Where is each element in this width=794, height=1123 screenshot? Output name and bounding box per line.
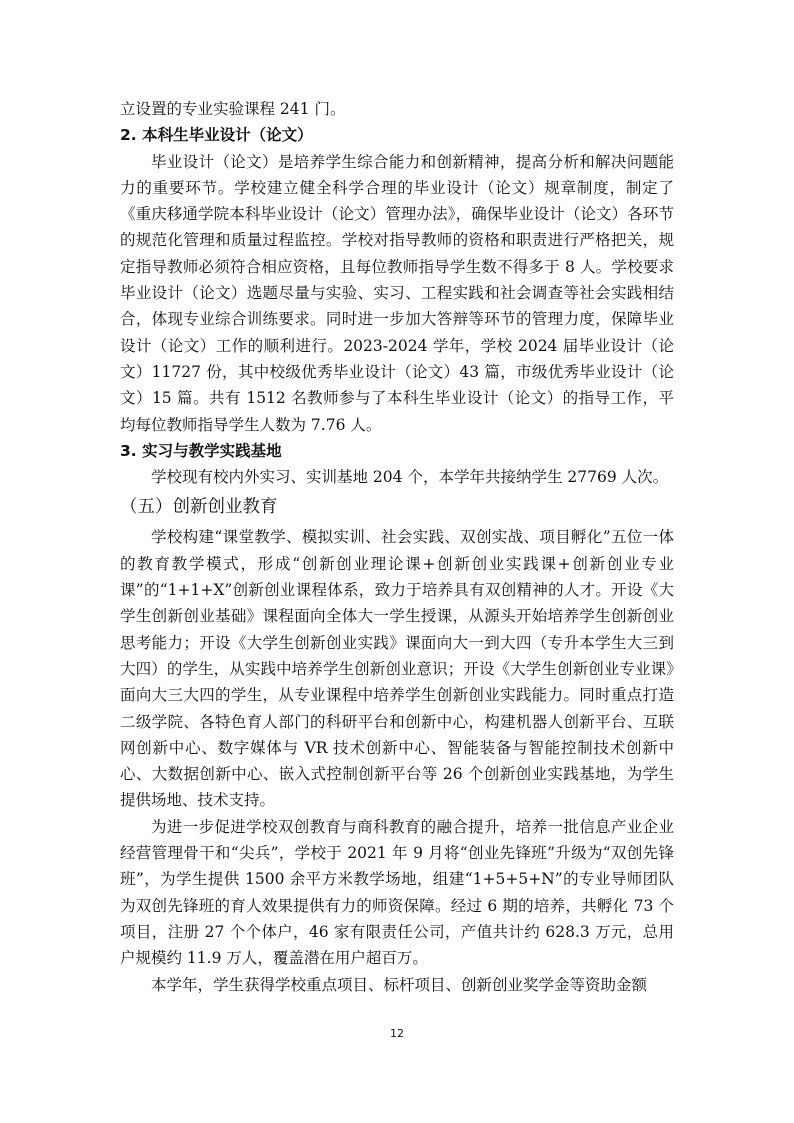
innovation-paragraph-1: 学校构建“课堂教学、模拟实训、社会实践、双创实战、项目孵化”五位一体的教育教学模式，形成“创新创业理论课+创新创业实践课+创新创业专业课”的“1+1+X”创新创业课程体系，致力于培养具有双创精神的人才。开设《大学生创新创业基础》课程面向全体大一学生授课，从源头开始培养学生创新创业思考能力；开设《大学生创新创业实践》课面向大一到大四（专升本学生大三到大四）的学生，从实践中培养学生创新创业意识；开设《大学生创新创业专业课》面向大三大四的学生，从专业课程中培养学生创新创业实践能力。同时重点打造二级学院、各特色育人部门的科研平台和创新中心，构建机器人创新平台、互联网创新中心、数字媒体与 VR 技术创新中心、智能装备与智能控制技术创新中心、大数据创新中心、嵌入式控制创新平台等 26 个创新创业实践基地，为学生提供场地、技术支持。 [120,528,674,810]
graduation-design-paragraph: 毕业设计（论文）是培养学生综合能力和创新精神，提高分析和解决问题能力的重要环节。学校建立健全科学合理的毕业设计（论文）规章制度，制定了《重庆移通学院本科毕业设计（论文）管理办法》，确保毕业设计（论文）各环节的规范化管理和质量过程监控。学校对指导教师的资格和职责进行严格把关，规定指导教师必须符合相应资格，且每位教师指导学生数不得多于 8 人。学校要求毕业设计（论文）选题尽量与实验、实习、工程实践和社会调查等社会实践相结合，体现专业综合训练要求。同时进一步加大答辩等环节的管理力度，保障毕业设计（论文）工作的顺利进行。2023-2024 学年，学校 2024 届毕业设计（论文）11727 份，其中校级优秀毕业设计（论文）43 篇，市级优秀毕业设计（论文）15 篇。共有 1512 名教师参与了本科生毕业设计（论文）的指导工作，平均每位教师指导学生人数为 7.76 人。 [120,152,674,434]
practice-base-paragraph: 学校现有校内外实习、实训基地 204 个，本学年共接纳学生 27769 人次。 [151,468,669,487]
section-heading-practice-base: 3. 实习与教学实践基地 [120,441,282,460]
continuation-paragraph: 立设置的专业实验课程 241 门。 [120,100,346,118]
innovation-paragraph-2: 为进一步促进学校双创教育与商科教育的融合提升，培养一批信息产业企业经营管理骨干和“尖兵”，学校于 2021 年 9 月将“创业先锋班”升级为“双创先锋班”，为学生提供 1500 余平方米教学场地，组建“1+5+5+N”的专业导师团队为双创先锋班的育人效果提供有力的师资保障。经过 6 期的培养，共孵化 73 个项目，注册 27 个个体户，46 家有限责任公司，产值共计约 628.3 万元，总用户规模约 11.9 万人，覆盖潜在用户超百万。 [120,817,674,968]
innovation-paragraph-3: 本学年，学生获得学校重点项目、标杆项目、创新创业奖学金等资助金额 [151,975,648,994]
section-heading-innovation: （五）创新创业教育 [120,497,278,518]
document-body [120,96,674,998]
section-heading-graduation-design: 2. 本科生毕业设计（论文） [120,126,313,145]
page-number: 12 [390,1027,404,1040]
